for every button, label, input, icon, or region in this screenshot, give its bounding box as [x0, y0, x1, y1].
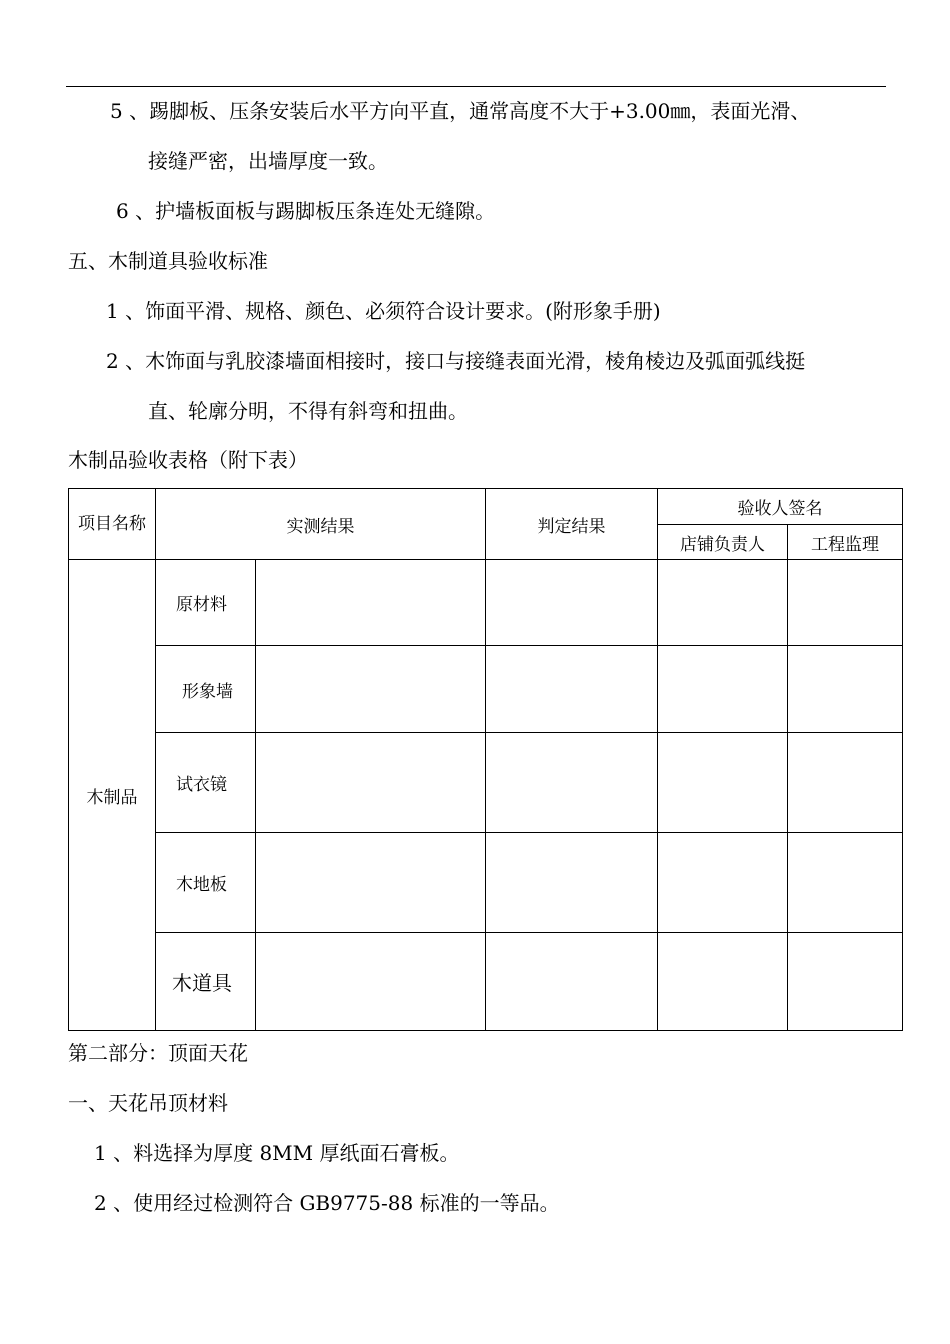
part-2-title: 第二部分：顶面天花	[68, 1041, 248, 1065]
header-item-name: 项目名称	[69, 489, 156, 560]
measured-cell	[256, 560, 486, 646]
item-6: 6 、护墙板面板与踢脚板压条连处无缝隙。	[116, 199, 496, 223]
measured-cell	[256, 733, 486, 833]
section-5-item-1: 1 、饰面平滑、规格、颜色、必须符合设计要求。(附形象手册)	[106, 299, 661, 323]
supervisor-cell	[788, 646, 903, 733]
item-5-line-2: 接缝严密，出墙厚度一致。	[148, 149, 388, 173]
supervisor-cell	[788, 733, 903, 833]
section-5-item-2-line-2: 直、轮廓分明，不得有斜弯和扭曲。	[148, 399, 468, 423]
measured-cell	[256, 933, 486, 1031]
supervisor-cell	[788, 933, 903, 1031]
store-manager-cell	[658, 833, 788, 933]
part-2-item-2: 2 、使用经过检测符合 GB9775-88 标准的一等品。	[94, 1191, 560, 1215]
header-store-manager: 店铺负责人	[658, 525, 788, 560]
header-judgement: 判定结果	[486, 489, 658, 560]
judgement-cell	[486, 733, 658, 833]
category-cell: 木制品	[69, 560, 156, 1031]
store-manager-cell	[658, 733, 788, 833]
header-rule	[66, 86, 886, 87]
acceptance-table	[68, 488, 903, 1031]
measured-cell	[256, 833, 486, 933]
row-label: 木地板	[156, 833, 256, 933]
row-label: 形象墙	[156, 646, 256, 733]
header-supervisor: 工程监理	[788, 525, 903, 560]
header-signers: 验收人签名	[658, 489, 903, 525]
header-measured: 实测结果	[156, 489, 486, 560]
section-5-item-2-line-1: 2 、木饰面与乳胶漆墙面相接时，接口与接缝表面光滑，棱角棱边及弧面弧线挺	[106, 349, 806, 373]
measured-cell	[256, 646, 486, 733]
judgement-cell	[486, 646, 658, 733]
row-label: 原材料	[156, 560, 256, 646]
section-5-heading: 五、木制道具验收标准	[68, 249, 268, 273]
part-2-item-1: 1 、料选择为厚度 8MM 厚纸面石膏板。	[94, 1141, 460, 1165]
store-manager-cell	[658, 560, 788, 646]
store-manager-cell	[658, 646, 788, 733]
judgement-cell	[486, 833, 658, 933]
judgement-cell	[486, 560, 658, 646]
part-2-heading: 一、天花吊顶材料	[68, 1091, 228, 1115]
judgement-cell	[486, 933, 658, 1031]
item-5-line-1: 5 、踢脚板、压条安装后水平方向平直，通常高度不大于+3.00㎜，表面光滑、	[110, 99, 811, 123]
supervisor-cell	[788, 833, 903, 933]
supervisor-cell	[788, 560, 903, 646]
table-caption: 木制品验收表格（附下表）	[68, 448, 308, 472]
row-label: 木道具	[156, 933, 256, 1031]
store-manager-cell	[658, 933, 788, 1031]
row-label: 试衣镜	[156, 733, 256, 833]
